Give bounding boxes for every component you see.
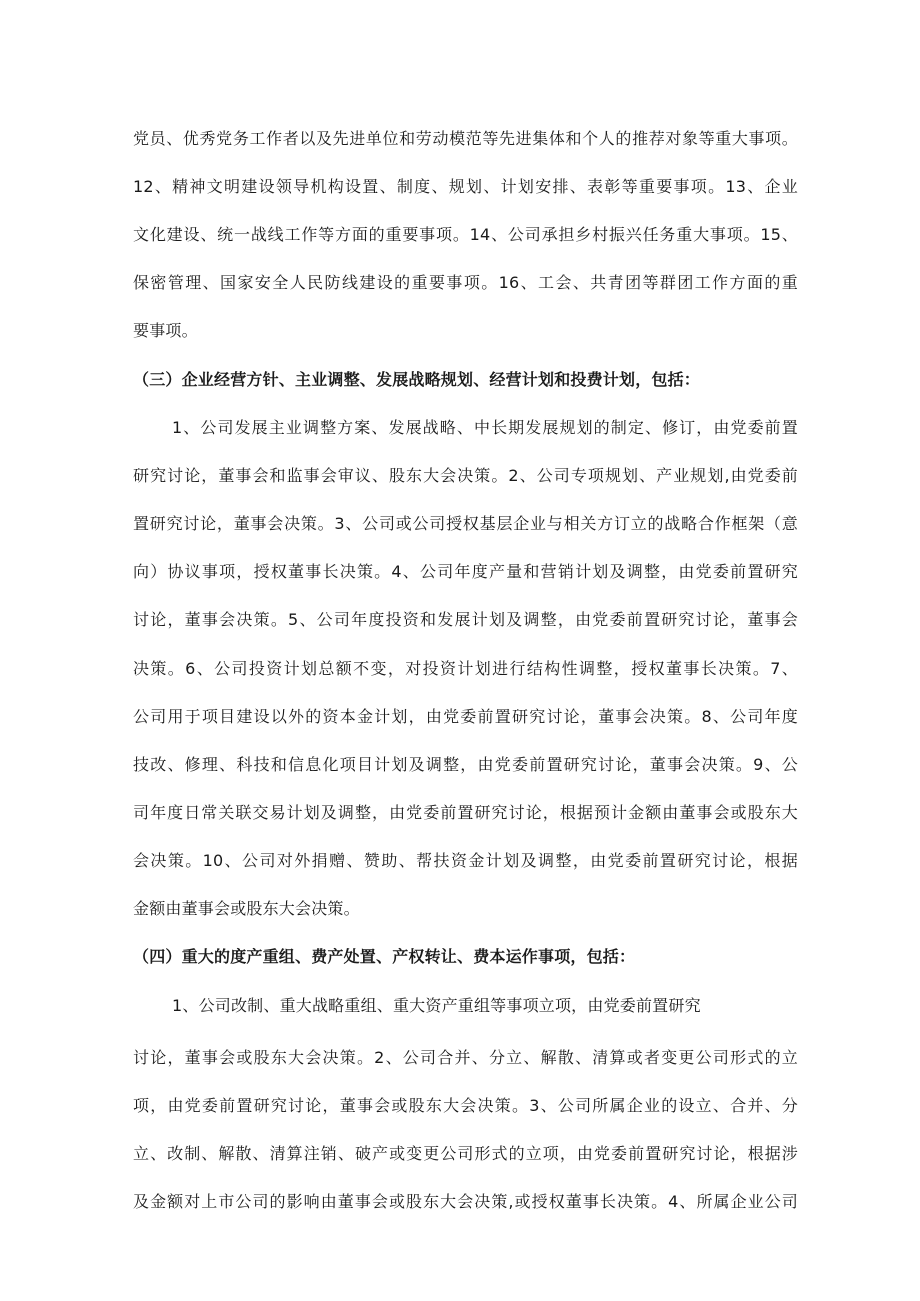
paragraph-line: 公司用于项目建设以外的资本金计划，由党委前置研究讨论，董事会决策。8、公司年度: [133, 707, 798, 726]
paragraph-line: 项，由党委前置研究讨论，董事会或股东大会决策。3、公司所属企业的设立、合并、分: [133, 1096, 798, 1115]
paragraph-line: 决策。6、公司投资计划总额不变，对投资计划进行结构性调整，授权董事长决策。7、: [133, 659, 798, 678]
paragraph-line: 讨论，董事会或股东大会决策。2、公司合并、分立、解散、清算或者变更公司形式的立: [133, 1048, 798, 1067]
paragraph-line: 讨论，董事会决策。5、公司年度投资和发展计划及调整，由党委前置研究讨论，董事会: [133, 610, 798, 629]
paragraph-line: 立、改制、解散、清算注销、破产或变更公司形式的立项，由党委前置研究讨论，根据涉: [133, 1144, 798, 1163]
paragraph-line: 1、公司改制、重大战略重组、重大资产重组等事项立项，由党委前置研究: [172, 996, 701, 1015]
paragraph-line: 置研究讨论，董事会决策。3、公司或公司授权基层企业与相关方订立的战略合作框架（意: [133, 514, 798, 533]
paragraph-line: 技改、修理、科技和信息化项目计划及调整，由党委前置研究讨论，董事会决策。9、公: [133, 755, 798, 774]
paragraph-line: 研究讨论，董事会和监事会审议、股东大会决策。2、公司专项规划、产业规划,由党委前: [133, 466, 798, 485]
section-heading: （四）重大的度产重组、费产处置、产权转让、费本运作事项，包括：: [133, 947, 636, 966]
paragraph-line: 司年度日常关联交易计划及调整，由党委前置研究讨论，根据预计金额由董事会或股东大: [133, 803, 798, 822]
paragraph-line: 向）协议事项，授权董事长决策。4、公司年度产量和营销计划及调整，由党委前置研究: [133, 562, 798, 581]
paragraph-line: 12、精神文明建设领导机构设置、制度、规划、计划安排、表彰等重要事项。13、企业: [133, 177, 798, 196]
section-heading: （三）企业经营方针、主业调整、发展战略规划、经营计划和投费计划，包括：: [133, 370, 701, 389]
paragraph-line: 会决策。10、公司对外捐赠、赞助、帮扶资金计划及调整，由党委前置研究讨论，根据: [133, 851, 798, 870]
paragraph-line: 金额由董事会或股东大会决策。: [133, 899, 360, 918]
paragraph-line: 党员、优秀党务工作者以及先进单位和劳动模范等先进集体和个人的推荐对象等重大事项。: [133, 129, 798, 148]
paragraph-line: 要事项。: [133, 321, 198, 340]
paragraph-line: 1、公司发展主业调整方案、发展战略、中长期发展规划的制定、修订，由党委前置: [172, 418, 798, 437]
paragraph-line: 文化建设、统一战线工作等方面的重要事项。14、公司承担乡村振兴任务重大事项。15、: [133, 225, 798, 244]
paragraph-line: 保密管理、国家安全人民防线建设的重要事项。16、工会、共青团等群团工作方面的重: [133, 273, 798, 292]
paragraph-line: 及金额对上市公司的影响由董事会或股东大会决策,或授权董事长决策。4、所属企业公司: [133, 1192, 798, 1211]
